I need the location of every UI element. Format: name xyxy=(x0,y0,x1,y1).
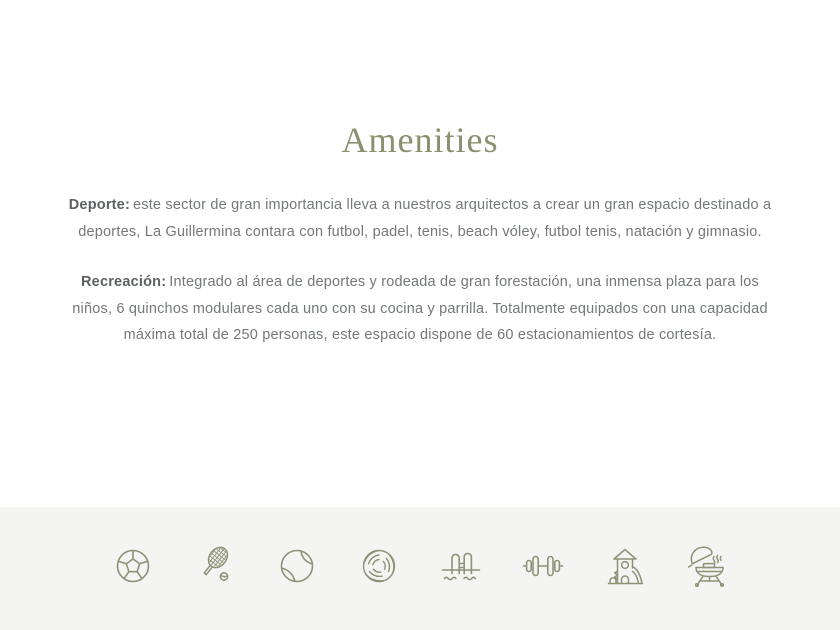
recreacion-line-3: máxima total de 250 personas, este espacio dispone de 60 estacionamientos de cortesía. xyxy=(123,327,717,343)
recreacion-paragraph xyxy=(0,269,840,349)
bbq-grill-icon xyxy=(683,542,731,590)
deporte-line-1 xyxy=(0,192,840,219)
dumbbell-icon xyxy=(519,542,567,590)
soccer-ball-icon xyxy=(109,542,157,590)
recreacion-line-2: niños, 6 quinchos modulares cada uno con su cocina y parrilla. Totalmente equipados con una capacidad xyxy=(72,300,768,317)
recreacion-label: Recreación: xyxy=(81,274,167,290)
deporte-paragraph xyxy=(0,192,840,245)
playground-icon xyxy=(601,542,649,590)
tennis-ball-icon xyxy=(273,542,321,590)
padel-racket-icon xyxy=(191,542,239,590)
deporte-label: Deporte: xyxy=(68,197,130,213)
recreacion-text-1: Integrado al área de deportes y rodeada de gran forestación, una inmensa plaza para los xyxy=(169,274,759,290)
deporte-line-2: deportes, La Guillermina contara con futbol, padel, tenis, beach vóley, futbol tenis, natación y gimnasio. xyxy=(78,223,762,240)
volleyball-icon xyxy=(355,542,403,590)
deporte-text-1: este sector de gran importancia lleva a nuestros arquitectos a crear un gran espacio destinado a xyxy=(132,197,772,213)
amenities-icon-strip xyxy=(0,507,840,630)
pool-ladder-icon xyxy=(437,542,485,590)
page-title: Amenities xyxy=(341,120,499,160)
recreacion-line-1 xyxy=(0,269,840,296)
